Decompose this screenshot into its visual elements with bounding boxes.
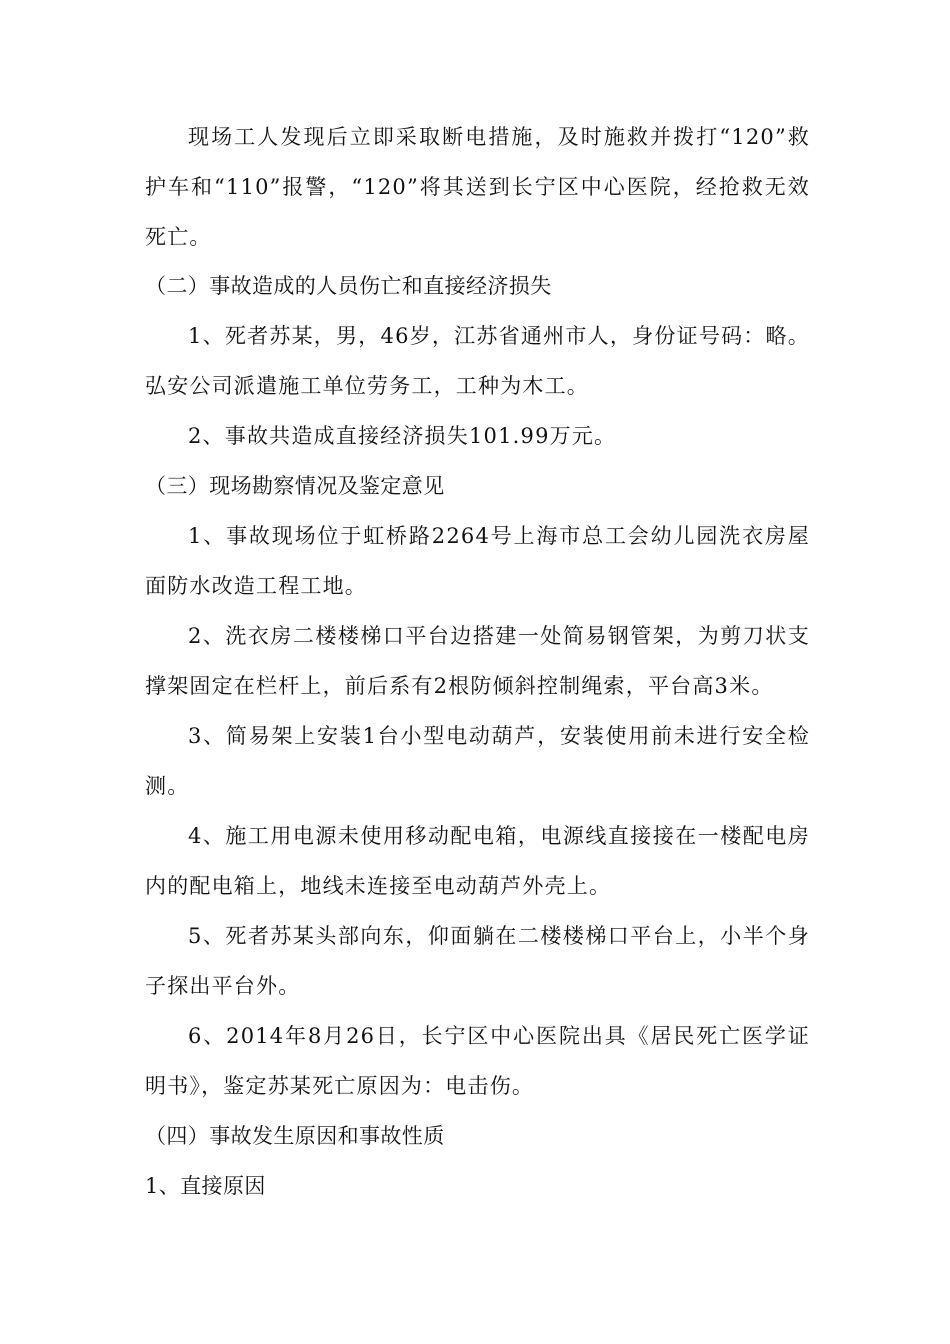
paragraph-economic-loss: 2、事故共造成直接经济损失101.99万元。 (188, 424, 617, 448)
section-heading-causes: （四）事故发生原因和事故性质 (145, 1124, 445, 1148)
paragraph-deceased-info: 1、死者苏某，男，46岁，江苏省通州市人，身份证号码：略。弘安公司派遣施工单位劳务工，工种为木工。 (145, 324, 810, 398)
paragraph-rescue: 现场工人发现后立即采取断电措施，及时施救并拨打“120”救护车和“110”报警，“120”将其送到长宁区中心医院，经抢救无效死亡。 (145, 125, 810, 249)
subheading-direct-cause: 1、直接原因 (145, 1174, 266, 1198)
paragraph-power-supply: 4、施工用电源未使用移动配电箱，电源线直接接在一楼配电房内的配电箱上，地线未连接至电动葫芦外壳上。 (145, 824, 810, 898)
paragraph-scaffold: 2、洗衣房二楼楼梯口平台边搭建一处简易钢管架，为剪刀状支撑架固定在栏杆上，前后系有2根防倾斜控制绳索，平台高3米。 (145, 624, 810, 698)
paragraph-death-certificate: 6、2014年8月26日，长宁区中心医院出具《居民死亡医学证明书》，鉴定苏某死亡原因为：电击伤。 (145, 1024, 810, 1098)
paragraph-hoist: 3、简易架上安装1台小型电动葫芦，安装使用前未进行安全检测。 (145, 724, 810, 798)
section-heading-casualties: （二）事故造成的人员伤亡和直接经济损失 (145, 274, 552, 298)
paragraph-site-location: 1、事故现场位于虹桥路2264号上海市总工会幼儿园洗衣房屋面防水改造工程工地。 (145, 524, 810, 598)
section-heading-investigation: （三）现场勘察情况及鉴定意见 (145, 474, 445, 498)
paragraph-body-position: 5、死者苏某头部向东，仰面躺在二楼楼梯口平台上，小半个身子探出平台外。 (145, 924, 810, 998)
